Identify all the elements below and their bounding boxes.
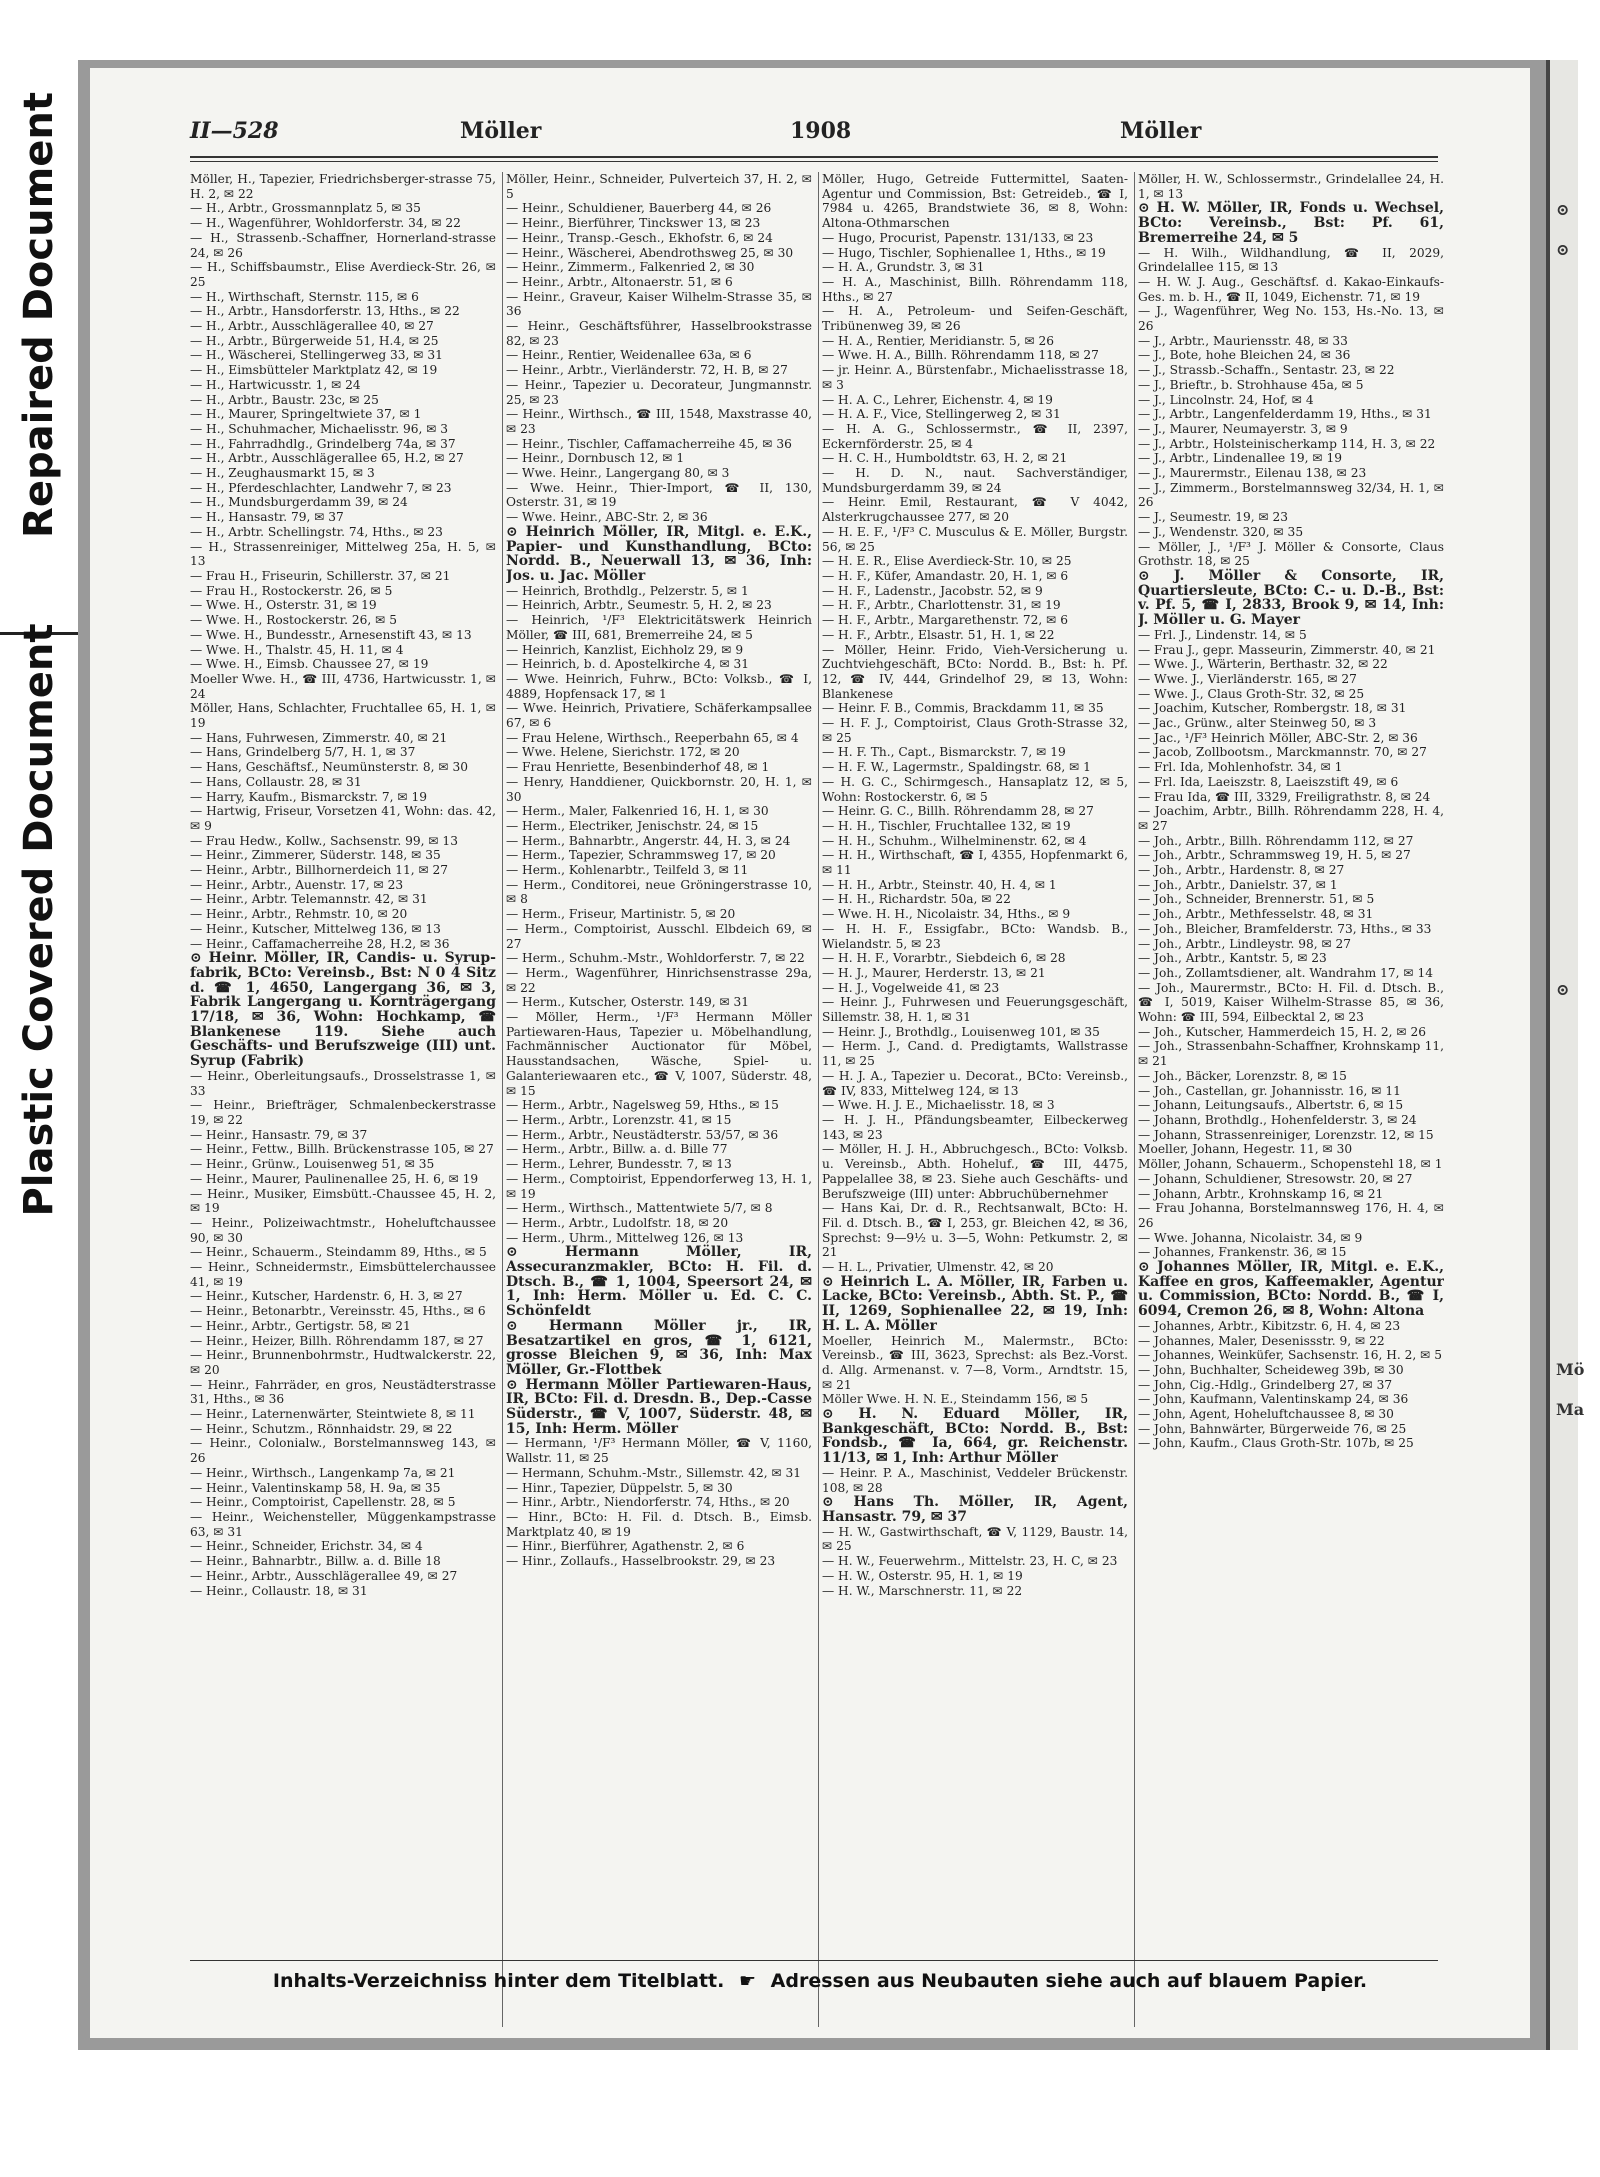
directory-entry: — Heinr., Weichensteller, Müggenkampstrasse 63, ✉ 31 [190,1509,496,1539]
directory-entry: ⊙ Heinrich L. A. Möller, IR, Farben u. Lacke, BCto: Vereinsb., Abth. St. P., ☎ II, 1269, Sophienallee 22, ✉ 19, Inh: H. L. A. Möller [822,1273,1128,1334]
directory-entry: — Joh., Maurermstr., BCto: H. Fil. d. Dtsch. B., ☎ I, 5019, Kaiser Wilhelm-Strasse 85, ✉ 36, Wohn: ☎ III, 594, Eilbecktal 2, ✉ 23 [1138,980,1444,1025]
directory-entry: — Frau Helene, Wirthsch., Reeperbahn 65, ✉ 4 [506,730,799,745]
directory-entry: — Frau Hedw., Kollw., Sachsenstr. 99, ✉ 13 [190,833,458,848]
directory-entry: — H. F., Arbtr., Margarethenstr. 72, ✉ 6 [822,613,1069,628]
directory-entry: — H., Wäscherei, Stellingerweg 33, ✉ 31 [190,348,443,363]
directory-entry: — Frau Ida, ☎ III, 3329, Freiligrathstr. 8, ✉ 24 [1138,789,1431,804]
directory-entry: — Heinrich, ¹/F³ Elektricitätswerk Heinrich Möller, ☎ III, 681, Bremerreihe 24, ✉ 5 [506,613,812,642]
directory-entry: — J., Wagenführer, Weg No. 153, Hs.-No. 13, ✉ 26 [1138,304,1444,334]
directory-entry: — Wwe. J., Claus Groth-Str. 32, ✉ 25 [1138,686,1365,701]
directory-entry: — Hans Kai, Dr. d. R., Rechtsanwalt, BCto: H. Fil. d. Dtsch. B., ☎ I, 253, gr. Bleichen 42, ✉ 36, Sprechst: 9—9½ u. 3—5, Wohn: Petkumstr. 2, ✉ 21 [822,1201,1128,1260]
directory-entry: — Hartwig, Friseur, Vorsetzen 41, Wohn: das. 42, ✉ 9 [190,804,496,833]
directory-entry: — Johann, Strassenreiniger, Lorenzstr. 12, ✉ 15 [1138,1127,1434,1142]
repaired-document-label-row [0,0,78,630]
directory-entry: — Joh., Arbtr., Lindleystr. 98, ✉ 27 [1138,936,1352,951]
directory-entry: — H. L., Privatier, Ulmenstr. 42, ✉ 20 [822,1260,1054,1275]
directory-entry: — Herm., Kohlenarbtr., Teilfeld 3, ✉ 11 [506,863,749,878]
directory-entry: — H., Hansastr. 79, ✉ 37 [190,510,344,525]
directory-entry: — Joh., Zollamtsdiener, alt. Wandrahm 17, ✉ 14 [1138,965,1433,980]
directory-entry: Möller, H. W., Schlossermstr., Grindelallee 24, H. 1, ✉ 13 [1138,172,1444,201]
directory-entry: — Wwe. H., Rostockerstr. 26, ✉ 5 [190,613,397,628]
directory-entry: — Harry, Kaufm., Bismarckstr. 7, ✉ 19 [190,789,427,804]
directory-entry: — J., Lincolnstr. 24, Hof, ✉ 4 [1138,392,1314,407]
directory-entry: — Hermann, Schuhm.-Mstr., Sillemstr. 42, ✉ 31 [506,1465,802,1480]
directory-column-3 [822,172,1128,2027]
directory-entry: — Heinr., Valentinskamp 58, H. 9a, ✉ 35 [190,1480,441,1495]
directory-entry: — H., Schuhmacher, Michaelisstr. 96, ✉ 3 [190,421,449,436]
directory-entry: — H. A., Grundstr. 3, ✉ 31 [822,260,985,275]
footer-index-note: Inhalts-Verzeichniss hinter dem Titelblatt. [272,1970,725,1992]
directory-entry: — H. J. A., Tapezier u. Decorat., BCto: Vereinsb., ☎ IV, 833, Mittelweg 124, ✉ 13 [822,1068,1128,1098]
directory-entry: — Johann, Schuldiener, Stresowstr. 20, ✉ 27 [1138,1171,1413,1186]
directory-entry: — Joh., Bäcker, Lorenzstr. 8, ✉ 15 [1138,1068,1347,1083]
directory-entry: — Frau Henriette, Besenbinderhof 48, ✉ 1 [506,760,770,775]
directory-entry: — Wwe. H., Bundesstr., Arnesenstift 43, ✉ 13 [190,627,472,642]
directory-entry: — Hinr., BCto: H. Fil. d. Dtsch. B., Eimsb. Marktplatz 40, ✉ 19 [506,1509,812,1539]
directory-entry: — H. W. J. Aug., Geschäftsf. d. Kakao-Einkaufs-Ges. m. b. H., ☎ II, 1049, Eichenstr. 71, ✉ 19 [1138,274,1444,304]
directory-entry: — J., Wendenstr. 320, ✉ 35 [1138,524,1304,539]
directory-entry: — H., Arbtr. Schellingstr. 74, Hths., ✉ 23 [190,524,443,539]
directory-entry: — Heinr., Tischler, Caffamacherreihe 45, ✉ 36 [506,436,792,451]
directory-entry: — Herm., Tapezier, Schrammsweg 17, ✉ 20 [506,848,776,863]
footer-new-buildings-note: Adressen aus Neubauten siehe auch auf blauem Papier. [770,1970,1368,1992]
directory-entry: — Herm., Wagenführer, Hinrichsenstrasse 29a, ✉ 22 [506,965,812,995]
directory-entry: — Heinr., Zimmerm., Falkenried 2, ✉ 30 [506,260,755,275]
directory-entry: — John, Kaufm., Claus Groth-Str. 107b, ✉ 25 [1138,1436,1414,1451]
directory-entry: — H. A. G., Schlossermstr., ☎ II, 2397, Eckernförderstr. 25, ✉ 4 [822,421,1128,451]
directory-entry: — Heinr., Grünw., Louisenweg 51, ✉ 35 [190,1157,435,1172]
directory-entry: — Frl. J., Lindenstr. 14, ✉ 5 [1138,627,1307,642]
directory-entry: — Wwe. H. A., Billh. Röhrendamm 118, ✉ 27 [822,348,1099,363]
directory-entry: — J., Seumestr. 19, ✉ 23 [1138,510,1289,525]
directory-entry: — Joh., Bleicher, Bramfelderstr. 73, Hths., ✉ 33 [1138,921,1432,936]
directory-entry: — Hermann, ¹/F³ Hermann Möller, ☎ V, 1160, Wallstr. 11, ✉ 25 [506,1436,812,1466]
directory-entry: — Heinr., Schutzm., Rönnhaidstr. 29, ✉ 22 [190,1421,453,1436]
adjacent-page-mark: Ma [1556,1400,1585,1419]
directory-entry: — Heinr., Zimmerer, Süderstr. 148, ✉ 35 [190,848,441,863]
directory-entry: — Frl. Ida, Laeiszstr. 8, Laeiszstift 49, ✉ 6 [1138,774,1399,789]
directory-entry: — Heinr., Bierführer, Tinckswег 13, ✉ 23 [506,216,761,231]
directory-entry: — Johann, Leitungsaufs., Albertstr. 6, ✉ 15 [1138,1098,1404,1113]
directory-entry: — J., Maurer, Neumayerstr. 3, ✉ 9 [1138,421,1348,436]
directory-entry: — H. A. C., Lehrer, Eichenstr. 4, ✉ 19 [822,392,1053,407]
directory-entry: — Heinr., Caffamacherreihe 28, H.2, ✉ 36 [190,936,450,951]
directory-entry: ⊙ H. W. Möller, IR, Fonds u. Wechsel, BCto: Vereinsb., Bst: Pf. 61, Bremerreihe 24, ✉ 5 [1138,200,1444,246]
directory-entry: — Heinr., Hansastr. 79, ✉ 37 [190,1127,368,1142]
directory-entry: — H. G. C., Schirmgesch., Hansaplatz 12, ✉ 5, Wohn: Rostockerstr. 6, ✉ 5 [822,774,1128,804]
directory-entry: — Herm., Arbtr., Lorenzstr. 41, ✉ 15 [506,1113,732,1127]
directory-entry: — Herm., Arbtr., Billw. a. d. Bille 77 [506,1142,728,1157]
plastic-covered-label-row [0,623,78,1217]
adjacent-page-mark: ⊙ [1556,240,1570,259]
directory-entry: Möller, H., Tapezier, Friedrichsberger-strasse 75, H. 2, ✉ 22 [190,172,496,201]
directory-entry: — Hugo, Procurist, Papenstr. 131/133, ✉ 23 [822,230,1094,245]
directory-entry: — jr. Heinr. A., Bürstenfabr., Michaelisstrasse 18, ✉ 3 [822,363,1128,392]
directory-entry: — Heinr., Bahnarbtr., Billw. a. d. Bille 18 [190,1554,441,1569]
directory-entry: — H. E. R., Elise Averdieck-Str. 10, ✉ 25 [822,554,1072,569]
directory-entry: — Heinr., Wirthsch., ☎ III, 1548, Maxstrasse 40, ✉ 23 [506,407,812,436]
directory-entry: — H. W., Osterstr. 95, H. 1, ✉ 19 [822,1568,1023,1583]
directory-entry: — Heinr., Betonarbtr., Vereinsstr. 45, Hths., ✉ 6 [190,1304,486,1319]
directory-entry: — Wwe. H. J. E., Michaelisstr. 18, ✉ 3 [822,1098,1055,1113]
directory-column-4 [1138,172,1444,2027]
directory-entry: — Hans, Geschäftsf., Neumünsterstr. 8, ✉ 30 [190,760,468,775]
directory-entry: — Heinr., Dornbusch 12, ✉ 1 [506,451,685,466]
directory-entry: — Johannes, Frankenstr. 36, ✉ 15 [1138,1245,1347,1260]
directory-entry: — Herm., Arbtr., Nagelsweg 59, Hths., ✉ 15 [506,1098,779,1113]
directory-entry: — Heinr., Oberleitungsaufs., Drosselstrasse 1, ✉ 33 [190,1068,496,1098]
directory-entry: — H. H., Tischler, Fruchtallee 132, ✉ 19 [822,818,1071,833]
directory-entry: — Wwe. Helene, Sierichstr. 172, ✉ 20 [506,745,740,760]
scanned-page [78,60,1585,2050]
directory-entry: — Joh., Arbtr., Methfesselstr. 48, ✉ 31 [1138,907,1374,922]
directory-entry: — Heinr., Transp.-Gesch., Ekhofstr. 6, ✉ 24 [506,230,773,245]
directory-entry: — Heinr. F. B., Commis, Brackdamm 11, ✉ 35 [822,701,1104,716]
directory-entry: — H. H., Wirthschaft, ☎ I, 4355, Hopfenmarkt 6, ✉ 11 [822,848,1128,878]
directory-entry: — H., Arbtr., Grossmannplatz 5, ✉ 35 [190,201,421,216]
directory-entry: — H. C. H., Humboldtstr. 63, H. 2, ✉ 21 [822,451,1068,466]
directory-entry: — H. F. Th., Capt., Bismarckstr. 7, ✉ 19 [822,745,1066,760]
directory-entry: — Johannes, Maler, Desenissstr. 9, ✉ 22 [1138,1333,1385,1348]
directory-entry: — Joh., Arbtr., Schrammsweg 19, H. 5, ✉ 27 [1138,848,1411,863]
directory-entry: — H. J., Vogelweide 41, ✉ 23 [822,980,1000,995]
directory-entry: — Heinr., Wirthsch., Langenkamp 7a, ✉ 21 [190,1465,456,1480]
adjacent-page-mark: Mö [1556,1360,1585,1379]
directory-entry: — Jacob, Zollbootsm., Marckmannstr. 70, ✉ 27 [1138,745,1427,760]
directory-entry: — Wwe. Heinr., ABC-Str. 2, ✉ 36 [506,510,708,525]
directory-entry: — H., Maurer, Springeltwiete 37, ✉ 1 [190,407,422,422]
directory-entry: — H., Strassenreiniger, Mittelweg 25a, H. 5, ✉ 13 [190,539,496,569]
header-name-right: Möller [1120,118,1202,144]
directory-entry: — Herm., Uhrm., Mittelweg 126, ✉ 13 [506,1230,744,1245]
directory-entry: — Joh., Schneider, Brennerstr. 51, ✉ 5 [1138,892,1375,907]
directory-entry: — Johann, Brothdlg., Hohenfelderstr. 3, ✉ 24 [1138,1113,1417,1127]
directory-entry: — Heinr., Arbtr. Telemannstr. 42, ✉ 31 [190,892,428,907]
directory-entry: ⊙ Hermann Möller jr., IR, Besatzartikel en gros, ☎ 1, 6121, grosse Bleichen 9, ✉ 36, Inh: Max Möller, Gr.-Flottbek [506,1317,812,1378]
directory-entry: — John, Bahnwärter, Bürgerweide 76, ✉ 25 [1138,1421,1407,1436]
directory-entry: — H. W., Marschnerstr. 11, ✉ 22 [822,1583,1023,1598]
directory-entry: — H. W., Feuerwehrm., Mittelstr. 23, H. C, ✉ 23 [822,1554,1118,1569]
directory-entry: — Heinr. J., Brothdlg., Louisenweg 101, ✉ 35 [822,1024,1100,1039]
directory-entry: — H., Schiffsbaumstr., Elise Averdieck-Str. 26, ✉ 25 [190,260,496,289]
directory-entry: — Heinr., Tapezier u. Decorateur, Jungmannstr. 25, ✉ 23 [506,377,812,407]
directory-entry: — Wwe. Heinr., Langergang 80, ✉ 3 [506,466,730,481]
directory-entry: — H. F., Arbtr., Charlottenstr. 31, ✉ 19 [822,598,1061,613]
directory-entry: — Wwe. H. H., Nicolaistr. 34, Hths., ✉ 9 [822,907,1071,922]
directory-entry: Moeller Wwe. H., ☎ III, 4736, Hartwicusstr. 1, ✉ 24 [190,671,496,701]
directory-entry: — Herm., Lehrer, Bundesstr. 7, ✉ 13 [506,1157,732,1172]
directory-entry: — H. Wilh., Wildhandlung, ☎ II, 2029, Grindelallee 115, ✉ 13 [1138,245,1444,275]
directory-entry: — Heinr., Kutscher, Hardenstr. 6, H. 3, ✉ 27 [190,1289,463,1304]
directory-entry: — J., Arbtr., Mauriensstr. 48, ✉ 33 [1138,333,1348,348]
header-rule-thin [190,161,1438,162]
header-name-left: Möller [460,118,542,144]
directory-entry: — Joh., Castellan, gr. Johannisstr. 16, ✉ 11 [1138,1083,1401,1098]
directory-entry: — H. J. H., Pfändungsbeamter, Eilbeckerweg 143, ✉ 23 [822,1113,1128,1142]
directory-entry: — Heinr. G. C., Billh. Röhrendamm 28, ✉ 27 [822,804,1094,819]
directory-entry: — H., Arbtr., Baustr. 23c, ✉ 25 [190,392,379,407]
directory-entry: — Herm., Schuhm.-Mstr., Wohldorferstr. 7, ✉ 22 [506,951,805,966]
directory-entry: — Heinr., Arbtr., Altonaerstr. 51, ✉ 6 [506,274,733,289]
directory-entry: — H., Pferdeschlachter, Landwehr 7, ✉ 23 [190,480,452,495]
directory-entry: — J., Maurermstr., Eilenau 138, ✉ 23 [1138,466,1367,481]
directory-entry: — H., Arbtr., Ausschlägerallee 65, H.2, ✉ 27 [190,451,464,466]
directory-entry: — Herm., Maler, Falkenried 16, H. 1, ✉ 30 [506,804,769,819]
directory-entry: — H. F. W., Lagermstr., Spaldingstr. 68, ✉ 1 [822,760,1091,775]
directory-entry: — H. D. N., naut. Sachverständiger, Mundsburgerdamm 39, ✉ 24 [822,466,1128,495]
directory-entry: — Heinr., Laternenwärter, Steintwiete 8, ✉ 11 [190,1407,476,1422]
directory-entry: — Heinr. J., Fuhrwesen und Feuerungsgeschäft, Sillemstr. 38, H. 1, ✉ 31 [822,995,1128,1025]
directory-entry: — Herm. J., Cand. d. Predigtamts, Wallstrasse 11, ✉ 25 [822,1039,1128,1069]
directory-entry: — Jac., ¹/F³ Heinrich Möller, ABC-Str. 2, ✉ 36 [1138,730,1418,745]
directory-entry: — Heinr., Schuldiener, Bauerberg 44, ✉ 26 [506,201,772,216]
directory-entry: Möller, Hugo, Getreide Futtermittel, Saaten-Agentur und Commission, Bst: Getreideb., ☎ I, 7984 u. 4265, Brandstwiete 36, ✉ 8, Wohn: Altona-Othmarschen [822,172,1128,231]
directory-entry: — Johannes, Arbtr., Kibitzstr. 6, H. 4, ✉ 23 [1138,1318,1401,1333]
adjacent-page-edge [1546,60,1585,2050]
directory-entry: — Heinr., Musiker, Eimsbütt.-Chaussee 45, H. 2, ✉ 19 [190,1186,496,1216]
directory-entry: — H., Arbtr., Hansdorferstr. 13, Hths., ✉ 22 [190,304,460,319]
directory-entry: — Hans, Grindelberg 5/7, H. 1, ✉ 37 [190,745,416,760]
directory-entry: — Heinrich, Arbtr., Seumestr. 5, H. 2, ✉ 23 [506,598,772,613]
directory-entry: — Heinr., Brunnenbohrmstr., Hudtwalckerstr. 22, ✉ 20 [190,1348,496,1377]
directory-entry: — H., Zeughausmarkt 15, ✉ 3 [190,466,375,481]
directory-entry: — Möller, J., ¹/F³ J. Möller & Consorte, Claus Grothstr. 18, ✉ 25 [1138,539,1444,569]
directory-entry: — Heinr., Arbtr., Rehmstr. 10, ✉ 20 [190,907,408,922]
directory-entry: ⊙ H. N. Eduard Möller, IR, Bankgeschäft, BCto: Nordd. B., Bst: Fondsb., ☎ Ia, 664, gr. Reichenstr. 11/13, ✉ 1, Inh: Arthur Möller [822,1406,1128,1467]
directory-entry: — Herm., Electriker, Jenischstr. 24, ✉ 15 [506,818,759,833]
directory-entry: — Heinr., Schauerm., Steindamm 89, Hths., ✉ 5 [190,1245,487,1260]
directory-entry: — Wwe. Heinrich, Privatiere, Schäferkampsallee 67, ✉ 6 [506,701,812,731]
directory-entry: — Joh., Arbtr., Hardenstr. 8, ✉ 27 [1138,863,1345,878]
directory-entry: — Herm., Kutscher, Osterstr. 149, ✉ 31 [506,995,750,1010]
directory-entry: — Heinrich, Brothdlg., Pelzerstr. 5, ✉ 1 [506,583,749,598]
directory-entry: — H., Hartwicusstr. 1, ✉ 24 [190,377,361,392]
directory-entry: — Wwe. Johanna, Nicolaistr. 34, ✉ 9 [1138,1230,1363,1245]
directory-entry: — H. A., Petroleum- und Seifen-Geschäft, Tribünenweg 39, ✉ 26 [822,304,1128,334]
directory-entry: — Heinr., Rentier, Weidenallee 63a, ✉ 6 [506,348,752,363]
directory-entry: — J., Zimmerm., Borstelmannsweg 32/34, H. 1, ✉ 26 [1138,480,1444,510]
directory-entry: ⊙ Hans Th. Möller, IR, Agent, Hansastr. 79, ✉ 37 [822,1494,1128,1525]
directory-entry: — H. W., Gastwirthschaft, ☎ V, 1129, Baustr. 14, ✉ 25 [822,1524,1128,1554]
directory-entry: — H. J., Maurer, Herderstr. 13, ✉ 21 [822,965,1046,980]
directory-entry: — Heinr. Emil, Restaurant, ☎ V 4042, Alsterkrugchaussee 277, ✉ 20 [822,495,1128,525]
footer-rule [190,1960,1438,1961]
header-rule-thick [190,156,1438,158]
directory-entry: — Herm., Bahnarbtr., Angerstr. 44, H. 3, ✉ 24 [506,833,791,848]
directory-entry: — Hugo, Tischler, Sophienallee 1, Hths., ✉ 19 [822,245,1106,260]
directory-entry: — H., Fahrradhdlg., Grindelberg 74a, ✉ 37 [190,436,456,451]
directory-entry: — J., Arbtr., Holsteinischerkamp 114, H. 3, ✉ 22 [1138,436,1436,451]
directory-entry: — J., Strassb.-Schaffn., Sentastr. 23, ✉ 22 [1138,363,1395,378]
repaired-document-label: Repaired Document [16,92,62,538]
directory-entry: — Heinr., Graveur, Kaiser Wilhelm-Strasse 35, ✉ 36 [506,289,812,319]
directory-entry: Möller, Hans, Schlachter, Fruchtallee 65, H. 1, ✉ 19 [190,701,496,731]
directory-entry: — Heinr., Schneidermstr., Eimsbüttelerchaussee 41, ✉ 19 [190,1260,496,1289]
directory-entry: — H. F., Ladenstr., Jacobstr. 52, ✉ 9 [822,583,1043,598]
directory-entry: — H. H., Arbtr., Steinstr. 40, H. 4, ✉ 1 [822,877,1057,892]
directory-entry: — Frau H., Friseurin, Schillerstr. 37, ✉ 21 [190,568,451,583]
directory-entry: Möller Wwe. H. N. E., Steindamm 156, ✉ 5 [822,1392,1089,1407]
side-label-panel [0,0,78,1240]
directory-entry: — Möller, Herm., ¹/F³ Hermann Möller Partiewaren-Haus, Tapezier u. Möbelhandlung, Fachmännischer Auctionator für Möbel, Hausstandsachen, Wäsche, Spiel- u. Galanteriewaaren etc., ☎ V, 1007, Süderstr. 48, ✉ 15 [506,1010,812,1098]
page-footer [230,1970,1410,1992]
directory-entry: — John, Cig.-Hdlg., Grindelberg 27, ✉ 37 [1138,1377,1393,1392]
directory-entry: — Hans, Collaustr. 28, ✉ 31 [190,774,362,789]
directory-entry: — H. H., Richardstr. 50a, ✉ 22 [822,892,1011,907]
directory-entry: — Wwe. H., Eimsb. Chaussee 27, ✉ 19 [190,657,429,672]
directory-entry: — Joh., Kutscher, Hammerdeich 15, H. 2, ✉ 26 [1138,1024,1426,1039]
directory-entry: — Heinr., Arbtr., Billhornerdeich 11, ✉ 27 [190,863,449,878]
directory-entry: — H. F., Arbtr., Elsastr. 51, H. 1, ✉ 22 [822,627,1055,642]
directory-entry: — Heinr., Arbtr., Auenstr. 17, ✉ 23 [190,877,404,892]
directory-entry: — H. F., Küfer, Amandastr. 20, H. 1, ✉ 6 [822,568,1069,583]
directory-entry: ⊙ Heinr. Möller, IR, Candis- u. Syrup-fabrik, BCto: Vereinsb., Bst: N 0 4 Sitz d. ☎ 1, 4650, Langergang 36, ✉ 3, Fabrik Langergang u. Kornträgergang 17/18, ✉ 36, Wohn: Hochkamp, ☎ Blankenese 119. Siehe auch Geschäfts- und Berufszweige (III) unt. Syrup (Fabrik) [190,950,496,1070]
directory-entry: — J., Arbtr., Langenfelderdamm 19, Hths., ✉ 31 [1138,407,1432,422]
plastic-covered-label: Plastic Covered Document [16,623,62,1217]
directory-entry: ⊙ Heinrich Möller, IR, Mitgl. e. E.K., Papier- und Kunsthandlung, BCto: Nordd. B., Neuerwall 13, ✉ 36, Inh: Jos. u. Jac. Möller [506,523,812,584]
directory-entry: — Heinr., Comptoirist, Capellenstr. 28, ✉ 5 [190,1495,456,1510]
directory-entry: — Frau H., Rostockerstr. 26, ✉ 5 [190,583,393,598]
directory-entry: — Frl. Ida, Mohlenhofstr. 34, ✉ 1 [1138,760,1343,775]
directory-entry: — Heinr. P. A., Maschinist, Veddeler Brückenstr. 108, ✉ 28 [822,1465,1128,1495]
directory-entry: — Heinr., Kutscher, Mittelweg 136, ✉ 13 [190,921,441,936]
directory-entry: — Heinr., Schneider, Erichstr. 34, ✉ 4 [190,1539,423,1554]
adjacent-page-mark: ⊙ [1556,980,1570,999]
directory-entry: — Heinr., Heizer, Billh. Röhrendamm 187, ✉ 27 [190,1333,484,1348]
directory-entry: — Möller, H. J. H., Abbruchgesch., BCto: Volksb. u. Vereinsb., Abth. Hoheluf., ☎ III, 4475, Pappelallee 38, ✉ 23. Siehe auch Geschäfts- und Berufszweige (III) unter: Abbruchübernehmer [822,1142,1128,1201]
directory-entry: — Wwe. Heinrich, Fuhrw., BCto: Volksb., ☎ I, 4889, Hopfensack 17, ✉ 1 [506,671,812,701]
directory-entry: ⊙ Hermann Möller, IR, Assecuranzmakler, BCto: H. Fil. d. Dtsch. B., ☎ 1, 1004, Speersort 24, ✉ 1, Inh: Herm. Möller u. Ed. C. C. Schönfeldt [506,1244,812,1320]
directory-entry: — Wwe. J., Vierländerstr. 165, ✉ 27 [1138,671,1357,686]
directory-entry: — H. A., Rentier, Meridianstr. 5, ✉ 26 [822,333,1055,348]
directory-entry: — Hinr., Arbtr., Niendorferstr. 74, Hths., ✉ 20 [506,1495,790,1510]
directory-entry: — Heinr., Colonialw., Borstelmannsweg 143, ✉ 26 [190,1436,496,1466]
directory-entry: — Herm., Wirthsch., Mattentwiete 5/7, ✉ 8 [506,1201,773,1216]
directory-entry: — Heinr., Fettw., Billh. Brückenstrasse 105, ✉ 27 [190,1142,494,1157]
directory-entry: — Heinr., Arbtr., Ausschlägerallee 49, ✉ 27 [190,1568,458,1583]
directory-entry: — H., Strassenb.-Schaffner, Hornerland-strasse 24, ✉ 26 [190,230,496,260]
page-number: II—528 [190,118,279,144]
directory-entry: — H., Arbtr., Ausschlägerallee 40, ✉ 27 [190,319,434,334]
directory-entry: — Heinr., Arbtr., Vierländerstr. 72, H. B, ✉ 27 [506,363,788,378]
adjacent-page-mark: ⊙ [1556,200,1570,219]
directory-entry: — Heinr., Collaustr. 18, ✉ 31 [190,1583,368,1598]
directory-entry: — Heinr., Geschäftsführer, Hasselbrookstrasse 82, ✉ 23 [506,319,812,348]
directory-entry: — Heinr., Maurer, Paulinenallee 25, H. 6, ✉ 19 [190,1171,479,1186]
directory-entry: — Herm., Comptoirist, Eppendorferweg 13, H. 1, ✉ 19 [506,1171,812,1201]
directory-entry: — Heinr., Polizeiwachtmstr., Hoheluftchaussee 90, ✉ 30 [190,1215,496,1245]
directory-entry: — Frau Johanna, Borstelmannsweg 176, H. 4, ✉ 26 [1138,1201,1444,1230]
directory-entry: — Heinr., Briefträger, Schmalenbeckerstrasse 19, ✉ 22 [190,1098,496,1127]
directory-entry: Möller, Johann, Schauerm., Schopenstehl 18, ✉ 1 [1138,1157,1443,1172]
directory-column-2 [506,172,812,2027]
directory-entry: — Jac., Grünw., alter Steinweg 50, ✉ 3 [1138,716,1377,731]
directory-entry: — H., Eimsbütteler Marktplatz 42, ✉ 19 [190,363,438,378]
header-year: 1908 [790,118,852,144]
directory-entry: — Herm., Arbtr., Ludolfstr. 18, ✉ 20 [506,1215,729,1230]
column-separator [1134,172,1135,2027]
directory-entry: — J., Bote, hohe Bleichen 24, ✉ 36 [1138,348,1351,363]
directory-entry: — Wwe. H., Thalstr. 45, H. 11, ✉ 4 [190,642,404,657]
directory-entry: — H., Wirthschaft, Sternstr. 115, ✉ 6 [190,289,419,304]
column-separator [502,172,503,2027]
directory-entry: — Heinr., Arbtr., Gertigstr. 58, ✉ 21 [190,1318,411,1333]
directory-entry: — Johann, Arbtr., Krohnskamp 16, ✉ 21 [1138,1186,1384,1201]
directory-entry: — Joachim, Kutscher, Rombergstr. 18, ✉ 31 [1138,701,1407,716]
directory-entry: — Heinr., Wäscherei, Abendrothsweg 25, ✉ 30 [506,245,794,260]
directory-entry: — H. H. F., Essigfabr., BCto: Wandsb. B., Wielandstr. 5, ✉ 23 [822,921,1128,951]
directory-entry: ⊙ J. Möller & Consorte, IR, Quartiersleute, BCto: C.- u. D.-B., Bst: v. Pf. 5, ☎ I, 2833, Brook 9, ✉ 14, Inh: J. Möller u. G. Mayer [1138,567,1444,629]
column-separator [818,172,819,2027]
directory-entry: — Hinr., Zollaufs., Hasselbrookstr. 29, ✉ 23 [506,1554,776,1569]
directory-entry: — H. H. F., Vorarbtr., Siebdeich 6, ✉ 28 [822,951,1066,966]
directory-entry: — Joh., Strassenbahn-Schaffner, Krohnskamp 11, ✉ 21 [1138,1039,1444,1069]
directory-entry: — H. A. F., Vice, Stellingerweg 2, ✉ 31 [822,407,1061,422]
directory-entry: Moeller, Johann, Hegestr. 11, ✉ 30 [1138,1142,1353,1157]
directory-entry: ⊙ Hermann Möller Partiewaren-Haus, IR, BCto: Fil. d. Dresdn. B., Dep.-Casse Süderstr., ☎ V, 1007, Süderstr. 48, ✉ 15, Inh: Herm. Möller [506,1376,812,1437]
directory-entry: — Möller, Heinr. Frido, Vieh-Versicherung u. Zuchtviehgeschäft, BCto: Nordd. B., Bst: h. Pf. 12, ☎ IV, 444, Grindelhof 29, ✉ 13, Wohn: Blankenese [822,642,1128,701]
directory-entry: — John, Buchhalter, Scheideweg 39b, ✉ 30 [1138,1362,1404,1377]
directory-entry: — H. A., Maschinist, Billh. Röhrendamm 118, Hths., ✉ 27 [822,274,1128,304]
directory-entry: — Herm., Conditorei, neue Gröningerstrasse 10, ✉ 8 [506,877,812,907]
directory-entry: — Hinr., Bierführer, Agathenstr. 2, ✉ 6 [506,1539,745,1554]
pointing-hand-icon: ☛ [738,1970,757,1992]
directory-entry: — Herm., Arbtr., Neustädterstr. 53/57, ✉ 36 [506,1127,779,1142]
directory-entry: Möller, Heinr., Schneider, Pulverteich 37, H. 2, ✉ 5 [506,172,812,201]
directory-entry: — H. E. F., ¹/F³ C. Musculus & E. Möller, Burgstr. 56, ✉ 25 [822,524,1128,554]
directory-entry: — Joh., Arbtr., Billh. Röhrendamm 112, ✉ 27 [1138,833,1414,848]
directory-entry: — H., Arbtr., Bürgerweide 51, H.4, ✉ 25 [190,333,439,348]
directory-sheet [90,68,1530,2038]
directory-entry: — H. F. J., Comptoirist, Claus Groth-Strasse 32, ✉ 25 [822,716,1128,745]
directory-entry: — Wwe. J., Wärterin, Berthastr. 32, ✉ 22 [1138,657,1388,672]
directory-entry: — Wwe. Heinr., Thier-Import, ☎ II, 130, Osterstr. 31, ✉ 19 [506,480,812,510]
directory-entry: — Wwe. H., Osterstr. 31, ✉ 19 [190,598,377,613]
directory-entry: — Henry, Handdiener, Quickbornstr. 20, H. 1, ✉ 30 [506,774,812,804]
directory-entry: — Herm., Friseur, Martinistr. 5, ✉ 20 [506,907,736,922]
directory-entry: — Hinr., Tapezier, Düppelstr. 5, ✉ 30 [506,1480,733,1495]
directory-entry: — Herm., Comptoirist, Ausschl. Elbdeich 69, ✉ 27 [506,921,812,951]
directory-entry: — Joh., Arbtr., Danielstr. 37, ✉ 1 [1138,877,1338,892]
directory-column-1 [190,172,496,2027]
directory-entry: — H., Wagenführer, Wohldorferstr. 34, ✉ 22 [190,216,461,231]
directory-entry: — John, Agent, Hoheluftchaussee 8, ✉ 30 [1138,1407,1394,1422]
directory-entry: — Heinr., Fahrräder, en gros, Neustädterstrasse 31, Hths., ✉ 36 [190,1377,496,1407]
directory-entry: — Joachim, Arbtr., Billh. Röhrendamm 228, H. 4, ✉ 27 [1138,804,1444,833]
directory-entry: — Hans, Fuhrwesen, Zimmerstr. 40, ✉ 21 [190,730,448,745]
directory-entry: — H. H., Schuhm., Wilhelminenstr. 62, ✉ 4 [822,833,1087,848]
page-gutter [1546,60,1550,2050]
directory-entry: — J., Arbtr., Lindenallee 19, ✉ 19 [1138,451,1342,466]
directory-entry: — Heinrich, b. d. Apostelkirche 4, ✉ 31 [506,657,750,672]
directory-entry: — John, Kaufmann, Valentinskamp 24, ✉ 36 [1138,1392,1409,1407]
directory-entry: — H., Mundsburgerdamm 39, ✉ 24 [190,495,408,510]
directory-entry: Moeller, Heinrich M., Malermstr., BCto: Vereinsb., ☎ III, 3623, Sprechst: als Bez.-Vorst. d. Allg. Armenanst. v. 7—8, Vorm., Arndtstr. 15, ✉ 21 [822,1333,1128,1392]
directory-entry: — J., Brieftr., b. Strohhause 45a, ✉ 5 [1138,377,1364,392]
directory-entry: — Heinrich, Kanzlist, Eichholz 29, ✉ 9 [506,642,744,657]
directory-entry: ⊙ Johannes Möller, IR, Mitgl. e. E.K., Kaffee en gros, Kaffeemakler, Agentur u. Commission, BCto: Nordd. B., ☎ I, 6094, Cremon 26, ✉ 8, Wohn: Altona [1138,1259,1444,1320]
directory-entry: — Frau J., gepr. Masseurin, Zimmerstr. 40, ✉ 21 [1138,642,1436,657]
directory-entry: — Joh., Arbtr., Kantstr. 5, ✉ 23 [1138,951,1327,966]
directory-entry: — Johannes, Weinküfer, Sachsenstr. 16, H. 2, ✉ 5 [1138,1348,1442,1363]
